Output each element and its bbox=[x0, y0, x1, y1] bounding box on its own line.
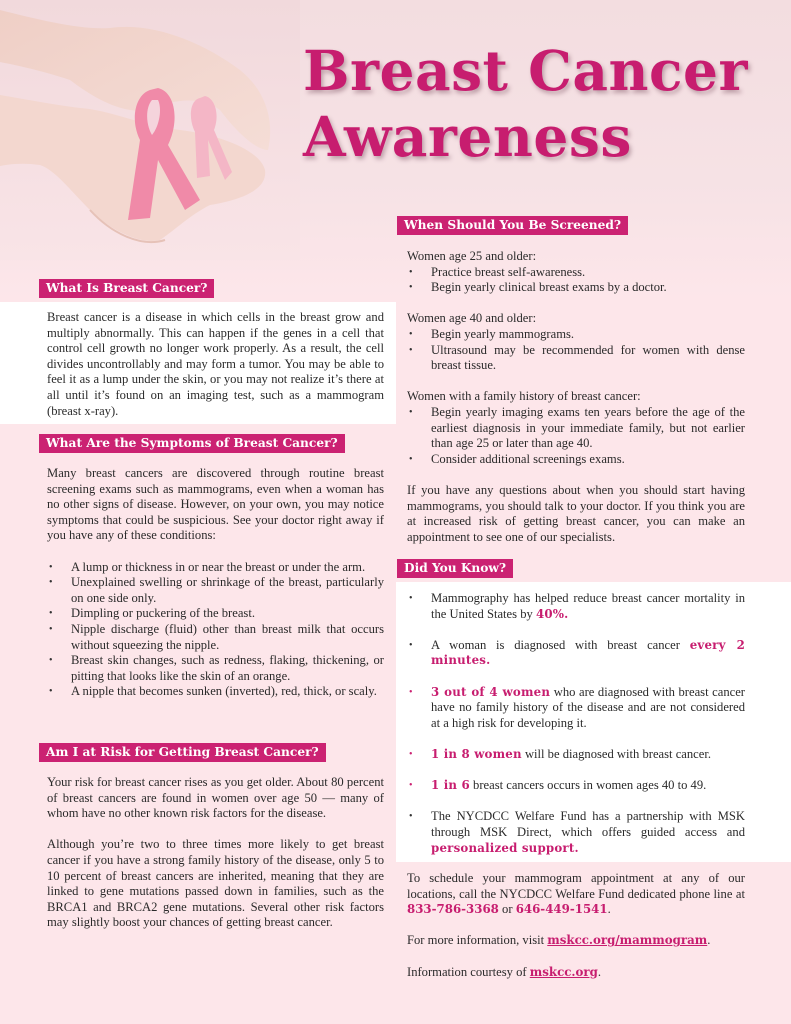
fact-item: • A woman is diagnosed with breast cancer every 2 minutes. bbox=[407, 638, 745, 669]
more-info-text: For more information, visit mskcc.org/mammogram. bbox=[407, 933, 711, 948]
screening-group-label: Women with a family history of breast cancer: bbox=[407, 389, 641, 404]
list-item: • Begin yearly mammograms. bbox=[407, 327, 745, 343]
page-title bbox=[303, 38, 748, 170]
fact-highlight: personalized support. bbox=[431, 840, 579, 855]
screening-body bbox=[407, 249, 745, 545]
facts-list bbox=[407, 591, 745, 856]
title-line-1: Breast Cancer bbox=[303, 38, 748, 103]
list-item: • Unexplained swelling or shrinkage of the breast, particularly on one side only. bbox=[47, 575, 384, 606]
phone-link-2[interactable]: 646-449-1541 bbox=[515, 902, 608, 917]
fact-item: • The NYCDCC Welfare Fund has a partnership with MSK through MSK Direct, which offers guided access and personalized support. bbox=[407, 809, 745, 856]
heading-what-is-breast-cancer: What Is Breast Cancer? bbox=[39, 279, 214, 298]
heading-symptoms: What Are the Symptoms of Breast Cancer? bbox=[39, 434, 345, 453]
fact-highlight: 1 in 6 bbox=[431, 778, 470, 793]
list-item: • A lump or thickness in or near the breast or under the arm. bbox=[47, 560, 384, 576]
fact-highlight: 40%. bbox=[535, 606, 569, 621]
fact-item: • 1 in 8 women will be diagnosed with breast cancer. bbox=[407, 747, 745, 763]
screening-list bbox=[407, 327, 745, 374]
heading-did-you-know: Did You Know? bbox=[397, 559, 513, 578]
screening-group-label: Women age 40 and older: bbox=[407, 311, 537, 326]
mskcc-link[interactable]: mskcc.org bbox=[529, 964, 598, 979]
list-item: • Nipple discharge (fluid) other than breast milk that occurs without squeezing the nipple. bbox=[47, 622, 384, 653]
screening-list bbox=[407, 405, 745, 467]
list-item: • Dimpling or puckering of the breast. bbox=[47, 606, 384, 622]
schedule-text: To schedule your mammogram appointment at any of our locations, call the NYCDCC Welfare Fund dedicated phone line at 833-786-3368 or 646-449-1541. bbox=[407, 871, 745, 917]
fact-item: • Mammography has helped reduce breast cancer mortality in the United States by 40%. bbox=[407, 591, 745, 622]
list-item: • Begin yearly imaging exams ten years before the age of the earliest diagnosis in your immediate family, but not earlier than age 25 or later than age 40. bbox=[407, 405, 745, 452]
screening-list bbox=[407, 265, 745, 296]
symptoms-intro: Many breast cancers are discovered through routine breast screening exams such as mammograms, even when a woman has no other signs of disease. However, on your own, you may notice symptoms that could be suspicious. See your doctor right away if you have any of these conditions: bbox=[47, 466, 384, 543]
mammogram-link[interactable]: mskcc.org/mammogram bbox=[547, 933, 708, 948]
fact-item: • 3 out of 4 women who are diagnosed with breast cancer have no family history of the disease and are not considered at a high risk for developing it. bbox=[407, 685, 745, 732]
symptoms-list bbox=[47, 560, 384, 700]
list-item: • Begin yearly clinical breast exams by a doctor. bbox=[407, 280, 745, 296]
title-line-2: Awareness bbox=[303, 104, 632, 169]
what-is-body bbox=[47, 310, 384, 419]
risk-body bbox=[47, 775, 384, 931]
heading-screening: When Should You Be Screened? bbox=[397, 216, 628, 235]
fact-item: • 1 in 6 breast cancers occurs in women ages 40 to 49. bbox=[407, 778, 745, 794]
courtesy-text: Information courtesy of mskcc.org. bbox=[407, 964, 602, 979]
hero-image bbox=[0, 0, 300, 260]
what-is-paragraph: Breast cancer is a disease in which cells in the breast grow and multiply abnormally. This can happen if the genes in a cell that control cell growth no longer work properly. As a result, the cell divides uncontrollably and may form a tumor. You may be able to feel it as a lump under the skin, or you may not realize it’s there at all until it’s found on an imaging test, such as a mammogram (breast x-ray). bbox=[47, 310, 384, 418]
list-item: • Ultrasound may be recommended for women with dense breast tissue. bbox=[407, 343, 745, 374]
phone-link-1[interactable]: 833-786-3368 bbox=[407, 902, 499, 917]
fact-highlight: 1 in 8 women bbox=[431, 746, 522, 761]
screening-group-label: Women age 25 and older: bbox=[407, 249, 537, 263]
list-item: • Consider additional screenings exams. bbox=[407, 452, 745, 468]
fact-highlight: 3 out of 4 women bbox=[431, 684, 551, 699]
screening-closing: If you have any questions about when you should start having mammograms, you should talk to your doctor. If you think you are at increased risk of getting breast cancer, you can make an appointment to see one of our specialists. bbox=[407, 482, 745, 544]
fact-highlight: every 2 minutes. bbox=[431, 637, 745, 668]
risk-paragraph-2: Although you’re two to three times more likely to get breast cancer if you have a strong family history of the disease, only 5 to 10 percent of breast cancers are inherited, meaning that they are linked to gene mutations passed down in families, such as the BRCA1 and BRCA2 gene mutations. Several other risk factors may slightly boost your chances of getting breast cancer. bbox=[47, 837, 384, 930]
list-item: • A nipple that becomes sunken (inverted), red, thick, or scaly. bbox=[47, 684, 384, 700]
risk-paragraph-1: Your risk for breast cancer rises as you get older. About 80 percent of breast cancers are found in women over age 50 — many of whom have no other known risk factors for the disease. bbox=[47, 775, 384, 821]
contact-section bbox=[407, 871, 745, 980]
symptoms-body bbox=[47, 466, 384, 700]
list-item: • Practice breast self-awareness. bbox=[407, 265, 745, 281]
heading-risk: Am I at Risk for Getting Breast Cancer? bbox=[39, 743, 326, 762]
did-you-know-body bbox=[407, 591, 745, 856]
list-item: • Breast skin changes, such as redness, flaking, thickening, or pitting that looks like the skin of an orange. bbox=[47, 653, 384, 684]
hands-with-ribbon-icon bbox=[0, 0, 300, 260]
